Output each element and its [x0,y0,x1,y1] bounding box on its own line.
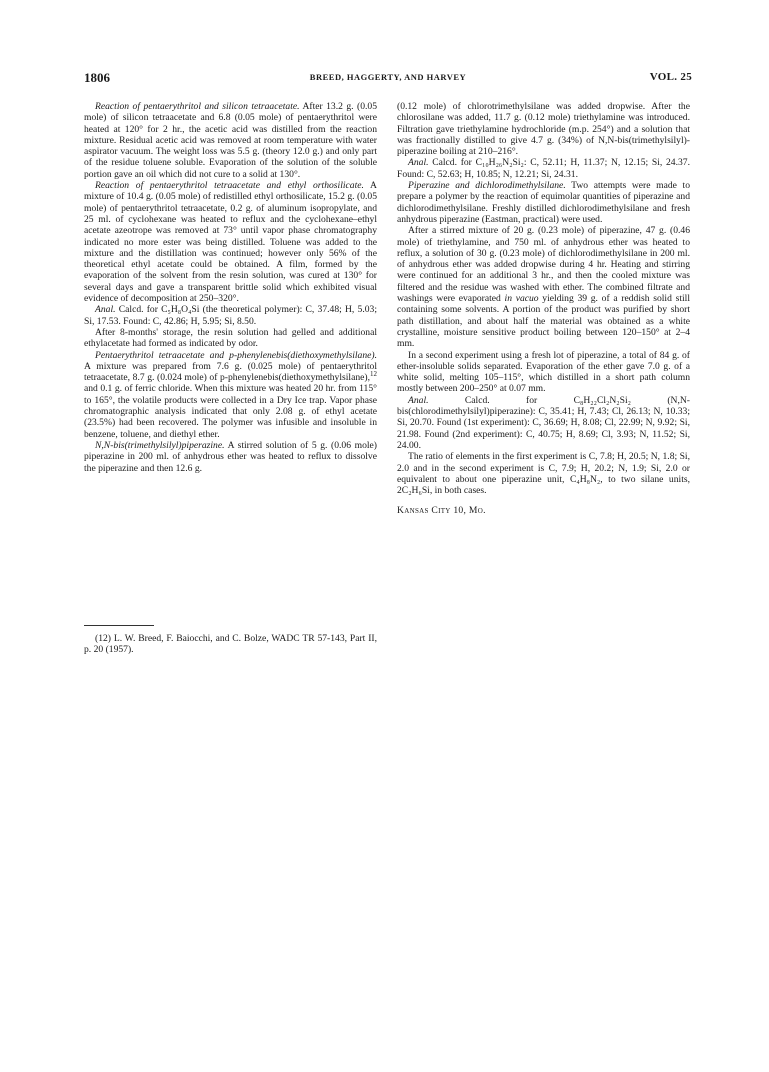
paragraph-text: A mixture was prepared from 7.6 g. (0.025 mole) of pentaerythritol tetraacetate, 8.7 g. (0.024 mole) of p-phenylenebis(diethoxymethylsilane), [84,360,377,384]
paragraph-text: Calcd. for C₁₀H₂₆N₂Si₂: C, 52.11; H, 11.37; N, 12.15; Si, 24.37. Found: C, 52.63; H, 10.85; N, 12.21; Si, 24.31. [397,157,690,180]
paragraph-text: and 0.1 g. of ferric chloride. When this mixture was heated 20 hr. from 115° to 165°, the volatile products were collected in a Dry Ice trap. Vapor phase chromatographic analysis indicated that only 2.08 g. of ethyl acetate (23.5%) had been recovered. The polymer was infusible and insoluble in benzene, toluene, and diethyl ether. [84,383,377,440]
paragraph-text: After 13.2 g. (0.05 mole) of silicon tetraacetate and 6.8 (0.05 mole) of pentaerythritol were heated at 120° for 2 hr., the acetic acid was distilled from the reaction mixture. Residual acetic acid was removed at room temperature with water aspirator vacuum. The weight loss was 5.5 g. (theory 12.0 g.) and only part of the residue toluene soluble. Evaporation of the solution of the soluble portion gave an oil which did not cure to a solid at 130°. [84,101,377,180]
paragraph-text: Calcd. for C₈H₂₂Cl₂N₂Si₂ (N,N-bis(chlorodimethylsilyl)piperazine): C, 35.41; H, 7.43; Cl, 26.13; N, 10.33; Si, 20.70. Found (1st experiment): C, 36.69; H, 8.08; Cl, 22.99; N, 9.92; Si, 21.98. Found (2nd experiment): C, 40.75; H, 8.69; Cl, 3.93; N, 11.52; Si, 24.00. [397,394,690,451]
paragraph-text: yielding 39 g. of a reddish solid still containing some solvents. A portion of the product was purified by short path distillation, and about half the material was obtained as a white crystalline, moisture sensitive product boiling between 120–150° at 2–4 mm. [397,293,690,350]
section-run-in-title: N,N-bis(trimethylsilyl)piperazine. [95,439,225,451]
paragraph-tetraacetate-ethyl-orthosilicate [84,180,377,304]
page-number: 1806 [84,70,110,85]
volume-label: VOL. 25 [649,71,692,83]
footnote-divider [84,625,154,626]
paragraph-text: Two attempts were made to prepare a polymer by the reaction of equimolar quantities of piperazine and dichlorodimethylsilane. Freshly distilled dichlorodimethylsilane and fresh anhydrous piperazine (Eastman, practical) were used. [397,180,690,225]
section-run-in-title: Piperazine and dichlorodimethylsilane. [408,180,566,192]
paragraph-text: After a stirred mixture of 20 g. (0.23 mole) of piperazine, 47 g. (0.46 mole) of triethylamine, and 750 ml. of anhydrous ether was heated to reflux, a solution of 30 g. (0.23 mole) of dichlorodimethylsilane in 200 ml. of anhydrous ether was added dropwise during 4 hr. Heating and stirring were continued for an additional 3 hr., and then the cooled mixture was filtered and the residue was washed with ether. The combined filtrate and washings were evaporated [397,225,690,305]
paragraph-pentaerythritol-silicon-tetraacetate [84,101,377,180]
paragraph-text: (0.12 mole) of chlorotrimethylsilane was added dropwise. After the chlorosilane was added, 11.7 g. (0.12 mole) triethylamine was introduced. Filtration gave triethylamine hydrochloride (m.p. 254°) and a solution that was fractionally distilled to give 4.7 g. (34%) of N,N-bis(trimethylsilyl)-piperazine boiling at 210–216°. [397,101,690,158]
running-authors: BREED, HAGGERTY, AND HARVEY [309,72,467,82]
paragraph-piperazine-dichlorodimethylsilane [397,180,690,225]
paragraph-analysis-1 [84,304,377,327]
paragraph-text: A stirred solution of 5 g. (0.06 mole) piperazine in 200 ml. of anhydrous ether was heated to reflux to dissolve the piperazine and then 12.6 g. [84,439,377,474]
paragraph-first-experiment [397,225,690,349]
section-run-in-title: Reaction of pentaerythritol and silicon tetraacetate. [95,101,300,112]
section-run-in-title: Reaction of pentaerythritol tetraacetate and ethyl orthosilicate. [95,180,364,192]
anal-label: Anal. [408,157,429,169]
anal-label: Anal. [408,394,429,406]
paragraph-bis-trimethylsilyl-piperazine [84,440,377,474]
paragraph-continued [397,101,690,157]
left-column [84,101,377,474]
paragraph-second-experiment [397,350,690,395]
running-header [84,70,692,84]
paragraph-text: A mixture of 10.4 g. (0.05 mole) of redistilled ethyl orthosilicate, 15.2 g. (0.05 mole) of pentaerythritol tetraacetate, 0.2 g. of aluminum isopropylate, and 25 ml. of cyclohexane was heated to reflux and the cyclohexane–ethyl acetate azeotrope was removed at 73° until vapor phase chromatography indicated no more ester was being distilled. Toluene was added to the mixture and the distillation was continued; however only 56% of the theoretical ethyl acetate could be obtained. A film, formed by the evaporation of the solvent from the resin solution, was cured at 130° for several days and gave a transparent brittle solid which exhibited visual evidence of decomposition at 250–320°. [84,180,377,305]
paragraph-analysis-2 [397,157,690,180]
paragraph-text: In a second experiment using a fresh lot of piperazine, a total of 84 g. of ether-insoluble solids separated. Evaporation of the ether gave 7.0 g. of a white solid, melting 105–115°, which distilled in a short path column mostly between 200–250° at 0.07 mm. [397,349,690,395]
italic-phrase: in vacuo [504,293,539,305]
paragraph-analysis-3 [397,395,690,451]
section-run-in-title: Pentaerythritol tetraacetate and p-phenylenebis(diethoxymethylsilane). [95,349,377,361]
paragraph-text: The ratio of elements in the first experiment is C, 7.8; H, 20.5; N, 1.8; Si, 2.0 and in the second experiment is C, 7.9; H, 20.2; N, 1.9; Si, 2.0 or equivalent to about one piperazine unit, C₄H₈N₂, to two silane units, 2C₂H₆Si, in both cases. [397,451,690,497]
reference-superscript: 12 [370,369,377,378]
right-column [397,101,690,517]
footnote-12: (12) L. W. Breed, F. Baiocchi, and C. Bolze, WADC TR 57-143, Part II, p. 20 (1957). [84,633,377,656]
paragraph-text: Calcd. for C₅H₈O₄Si (the theoretical polymer): C, 37.48; H, 5.03; Si, 17.53. Found: C, 42.86; H, 5.95; Si, 8.50. [84,304,377,327]
paragraph-phenylenebis [84,350,377,440]
anal-label: Anal. [95,304,116,316]
author-address: Kansas City 10, Mo. [397,505,486,517]
paragraph-storage [84,327,377,350]
paragraph-element-ratio [397,451,690,496]
paragraph-text: After 8-months' storage, the resin solution had gelled and additional ethylacetate had formed as indicated by odor. [84,326,377,350]
